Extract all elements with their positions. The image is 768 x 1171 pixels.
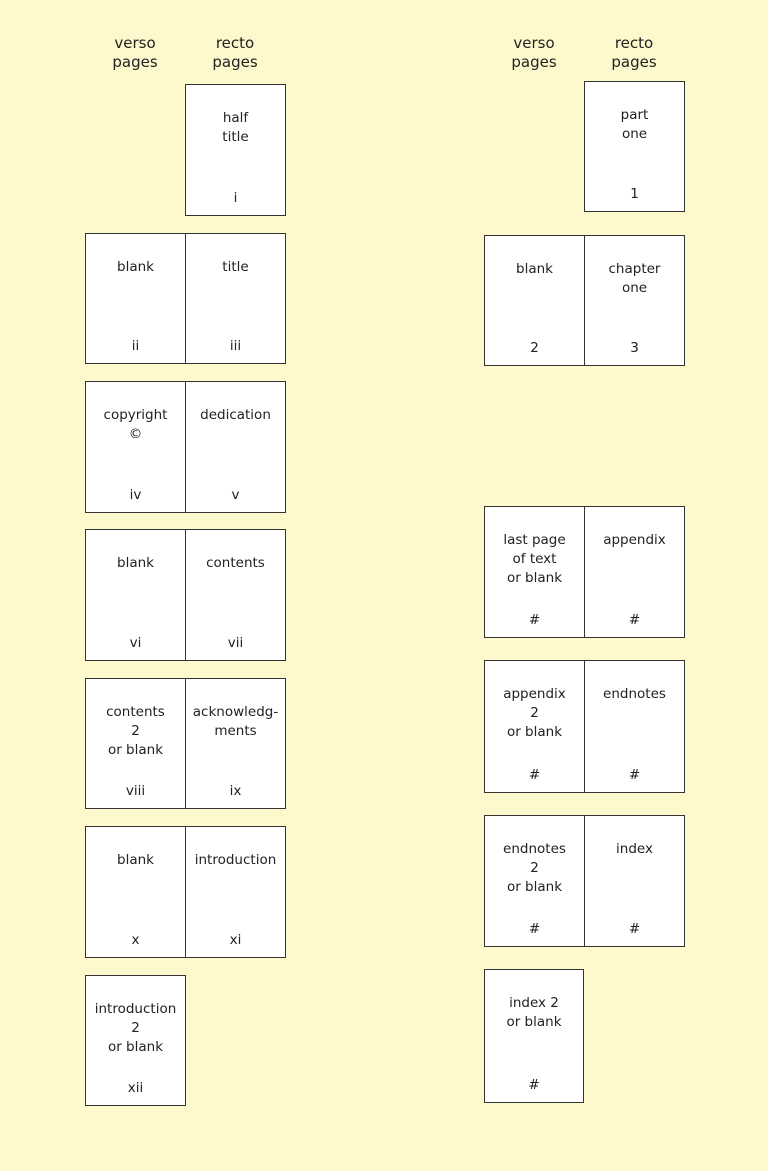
page-blank-ii <box>85 233 185 364</box>
page-copyright <box>85 381 185 513</box>
page-number: i <box>233 190 238 206</box>
page-label <box>589 840 680 859</box>
page-label-line: blank <box>117 852 154 868</box>
header-line: recto <box>614 34 654 52</box>
page-label-line: half <box>222 110 249 126</box>
page-label-line: or blank <box>107 742 164 758</box>
page-label-line: index 2 <box>509 995 559 1011</box>
page-number: vi <box>129 635 142 651</box>
page-number: x <box>131 932 140 948</box>
page-label-line: 2 <box>131 1020 140 1036</box>
page-label <box>489 531 580 588</box>
page-label-line: chapter <box>608 261 661 277</box>
page-label-line: one <box>621 280 648 296</box>
page-number: ii <box>131 338 140 354</box>
page-part-one <box>584 81 685 212</box>
page-number: # <box>628 921 641 937</box>
left-recto-header <box>185 34 285 72</box>
page-last-page-of-text <box>484 506 584 638</box>
page-half-title <box>185 84 286 216</box>
page-number: iii <box>229 338 242 354</box>
page-number: 1 <box>630 186 639 202</box>
page-label-line: 2 <box>530 705 539 721</box>
page-acknowledgments <box>185 678 286 809</box>
page-label-line: appendix <box>503 686 566 702</box>
page-label-line: 2 <box>131 723 140 739</box>
page-title <box>185 233 286 364</box>
page-label <box>190 851 281 870</box>
page-label <box>90 406 181 444</box>
header-line: pages <box>212 53 258 71</box>
page-label-line: or blank <box>506 879 563 895</box>
page-chapter-one <box>584 235 685 366</box>
page-label <box>489 685 580 742</box>
page-appendix-2 <box>484 660 584 793</box>
page-label <box>589 106 680 144</box>
header-line: recto <box>215 34 255 52</box>
page-number: xii <box>127 1080 144 1096</box>
page-number: ix <box>229 783 242 799</box>
page-number: # <box>528 1077 540 1093</box>
page-label <box>190 258 281 277</box>
page-number: 2 <box>530 340 539 356</box>
header-line: pages <box>611 53 657 71</box>
page-number: vii <box>227 635 244 651</box>
page-number: # <box>628 767 641 783</box>
page-label-line: blank <box>117 259 154 275</box>
page-dedication <box>185 381 286 513</box>
page-contents <box>185 529 286 661</box>
page-label <box>90 851 181 870</box>
page-number: viii <box>125 783 146 799</box>
page-label-line: part <box>620 107 649 123</box>
page-label <box>90 1000 181 1057</box>
header-line: pages <box>511 53 557 71</box>
page-label <box>589 260 680 298</box>
page-label-line: © <box>128 426 143 442</box>
page-number: 3 <box>630 340 639 356</box>
page-label-line: or blank <box>506 1014 562 1030</box>
page-label-line: blank <box>516 261 553 277</box>
page-label-line: contents <box>106 704 165 720</box>
page-label <box>489 840 580 897</box>
header-line: verso <box>513 34 555 52</box>
page-label <box>190 703 281 741</box>
page-label <box>489 260 580 279</box>
page-contents-2 <box>85 678 185 809</box>
page-blank-2 <box>484 235 584 366</box>
page-label <box>90 703 181 760</box>
page-number: # <box>528 767 541 783</box>
page-label <box>90 258 181 277</box>
page-index <box>584 815 685 947</box>
page-introduction <box>185 826 286 958</box>
page-label-line: or blank <box>506 570 563 586</box>
page-label-line: one <box>621 126 648 142</box>
right-verso-header <box>484 34 584 72</box>
page-label <box>489 994 579 1032</box>
page-label-line: ments <box>214 723 257 739</box>
page-label-line: last page <box>503 532 566 548</box>
page-label-line: introduction <box>194 852 277 868</box>
page-label-line: copyright <box>103 407 168 423</box>
page-number: xi <box>229 932 242 948</box>
page-label <box>589 685 680 704</box>
page-label-line: endnotes <box>503 841 566 857</box>
page-number: # <box>528 612 541 628</box>
page-label-line: title <box>222 259 249 275</box>
page-endnotes-2 <box>484 815 584 947</box>
page-number: iv <box>129 487 142 503</box>
page-label-line: title <box>222 129 249 145</box>
page-label <box>190 406 281 425</box>
page-label-line: acknowledg- <box>192 704 279 720</box>
page-label-line: endnotes <box>603 686 666 702</box>
page-number: # <box>528 921 541 937</box>
page-label-line: or blank <box>506 724 563 740</box>
header-line: verso <box>114 34 156 52</box>
page-label <box>589 531 680 550</box>
header-line: pages <box>112 53 158 71</box>
right-recto-header <box>584 34 684 72</box>
page-blank-vi <box>85 529 185 661</box>
page-index-2 <box>484 969 584 1103</box>
page-introduction-2 <box>85 975 186 1106</box>
page-number: # <box>628 612 641 628</box>
page-blank-x <box>85 826 185 958</box>
page-label <box>190 554 281 573</box>
left-verso-header <box>85 34 185 72</box>
page-label-line: appendix <box>603 532 666 548</box>
page-label-line: introduction <box>94 1001 177 1017</box>
page-label-line: index <box>616 841 653 857</box>
page-label-line: 2 <box>530 860 539 876</box>
page-label-line: of text <box>512 551 557 567</box>
page-label <box>90 554 181 573</box>
page-label-line: contents <box>206 555 265 571</box>
page-label <box>190 109 281 147</box>
page-label-line: or blank <box>107 1039 164 1055</box>
page-endnotes <box>584 660 685 793</box>
page-appendix <box>584 506 685 638</box>
page-label-line: blank <box>117 555 154 571</box>
page-number: v <box>231 487 240 503</box>
page-label-line: dedication <box>200 407 271 423</box>
